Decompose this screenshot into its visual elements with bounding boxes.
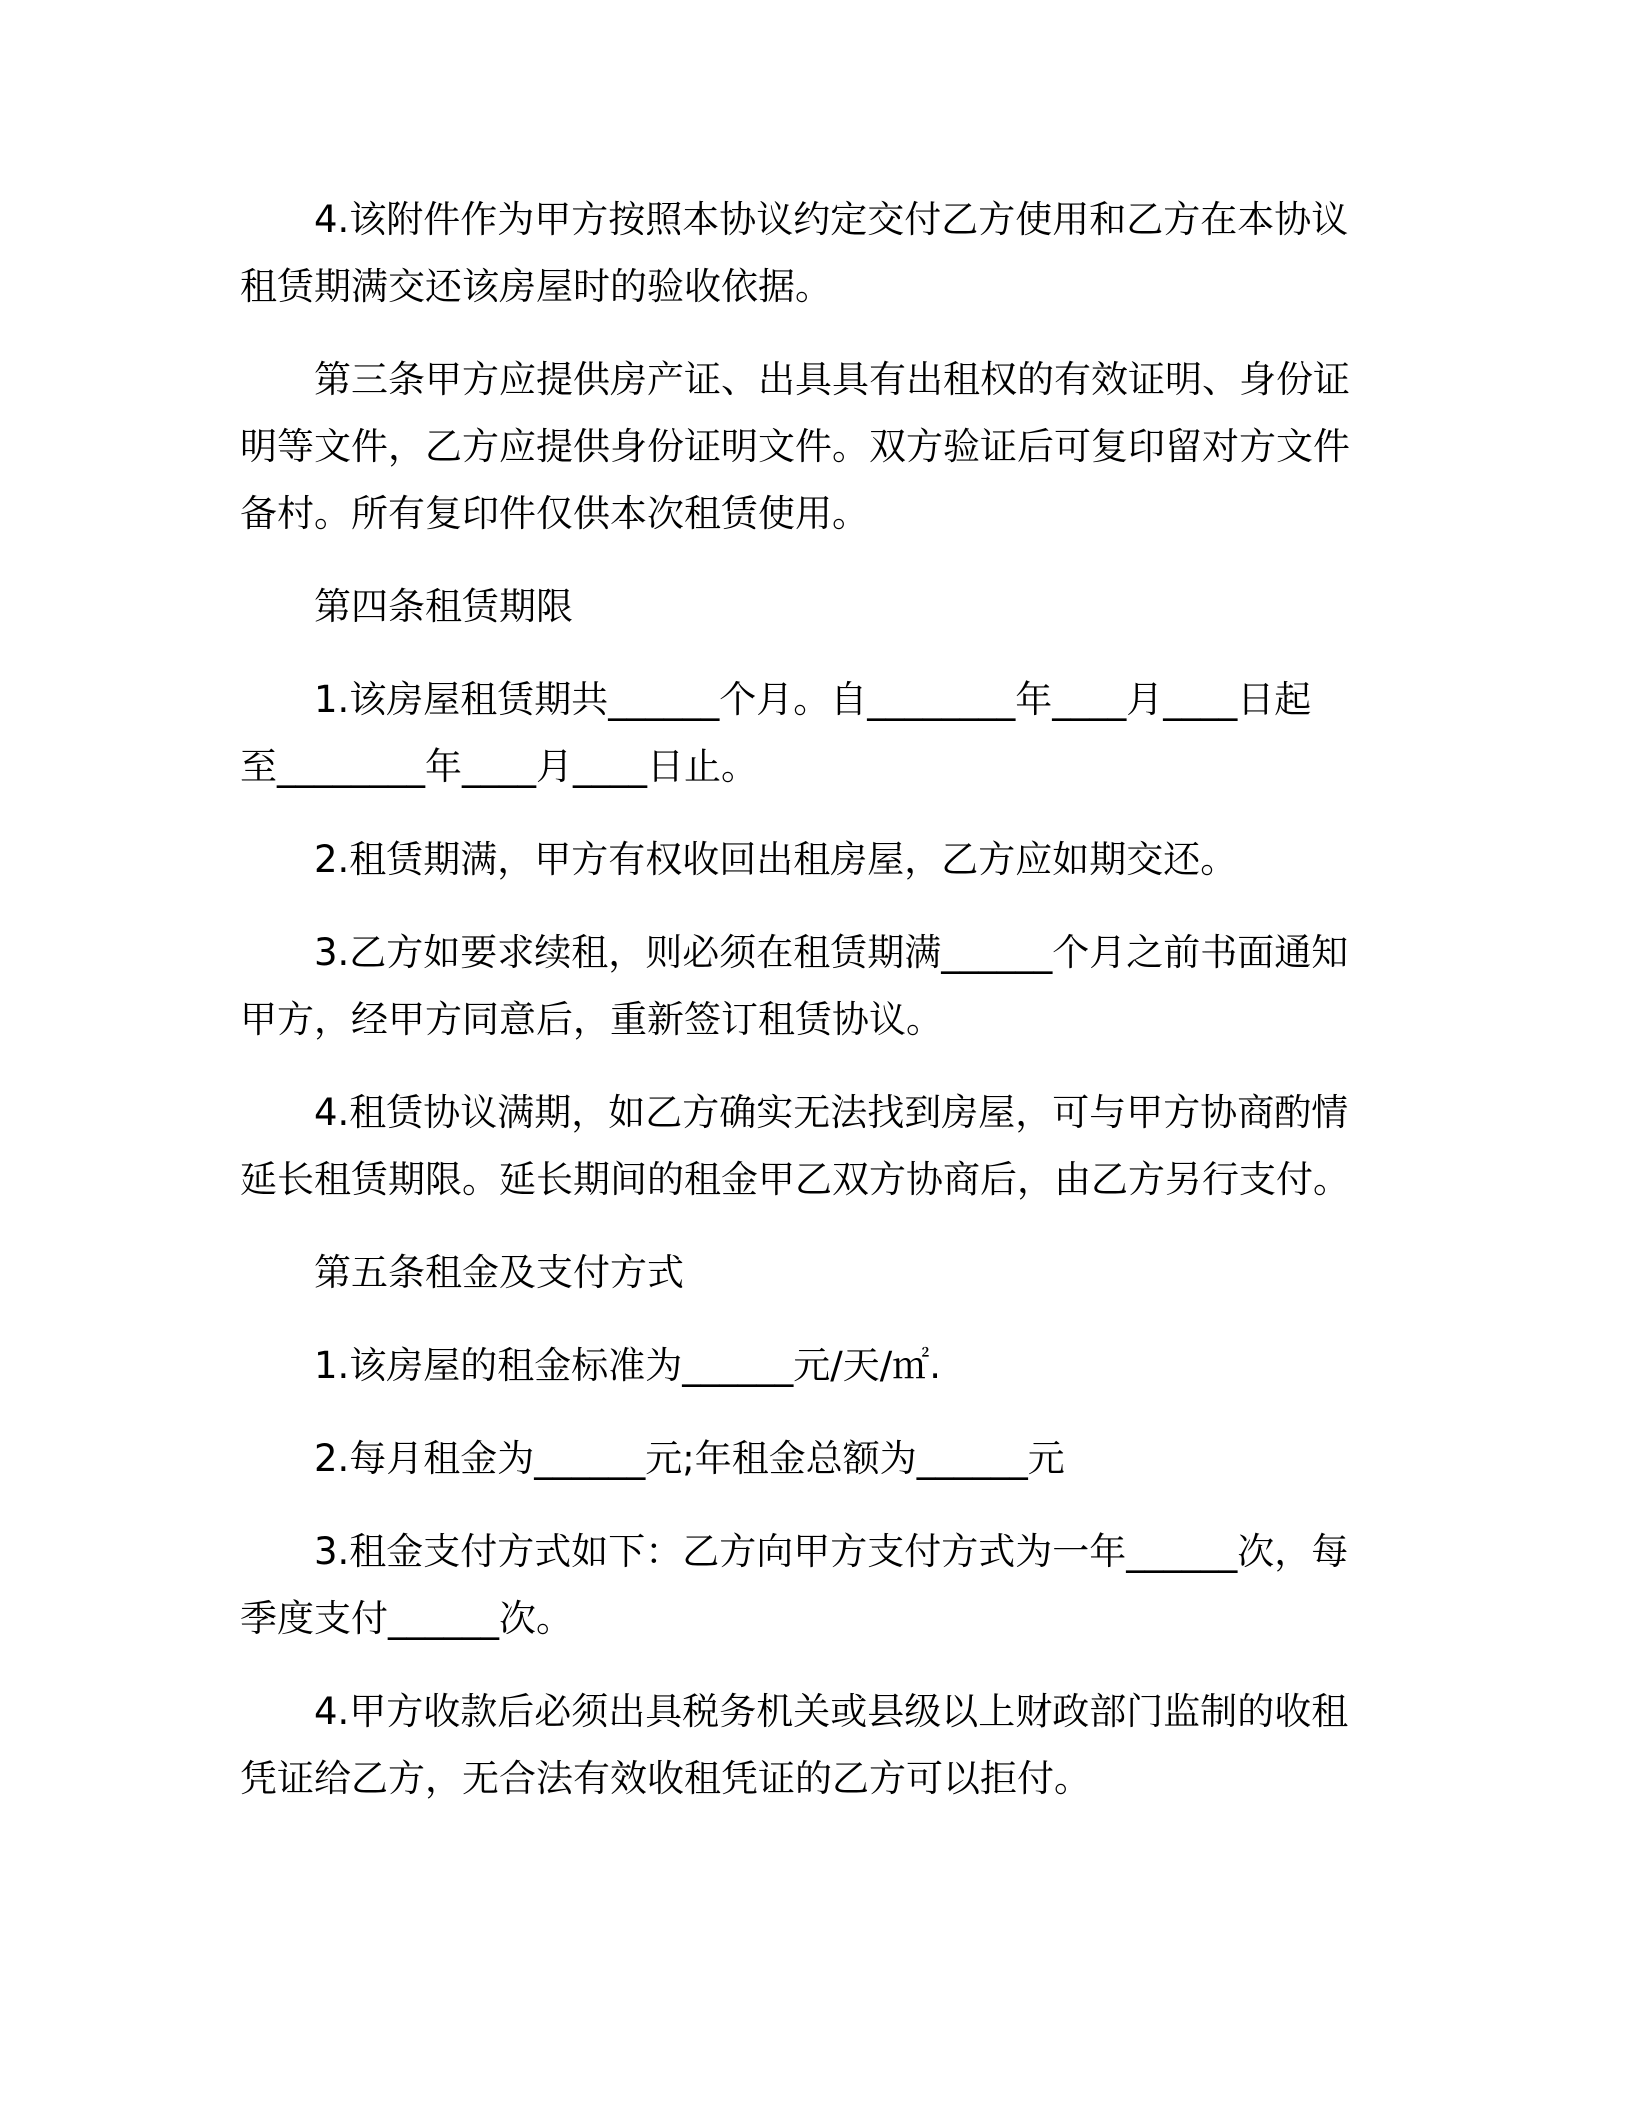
- text-line: 明等文件，乙方应提供身份证明文件。双方验证后可复印留对方文件: [240, 425, 1350, 468]
- text-line: 凭证给乙方，无合法有效收租凭证的乙方可以拒付。: [240, 1757, 1091, 1800]
- text-line: 租赁期满交还该房屋时的验收依据。: [240, 265, 832, 308]
- text-line: 3.租金支付方式如下：乙方向甲方支付方式为一年______次，每: [314, 1530, 1349, 1573]
- paragraph-article-3: [240, 346, 1390, 547]
- text-line: 3.乙方如要求续租，则必须在租赁期满______个月之前书面通知: [314, 931, 1349, 974]
- paragraph-rent-4: [240, 1678, 1390, 1812]
- text-line: 季度支付______次。: [240, 1597, 573, 1640]
- paragraph-annex-clause-4: [240, 186, 1390, 320]
- paragraph-rent-1: [240, 1332, 1390, 1399]
- text-line: 4.该附件作为甲方按照本协议约定交付乙方使用和乙方在本协议: [314, 198, 1349, 241]
- text-line: 2.每月租金为______元;年租金总额为______元: [314, 1437, 1065, 1480]
- heading-text: 第四条租赁期限: [314, 585, 573, 628]
- heading-text: 第五条租金及支付方式: [314, 1251, 684, 1294]
- text-line: 2.租赁期满，甲方有权收回出租房屋，乙方应如期交还。: [314, 838, 1238, 881]
- text-line: 第三条甲方应提供房产证、出具具有出租权的有效证明、身份证: [314, 358, 1350, 401]
- paragraph-rent-3: [240, 1518, 1390, 1652]
- paragraph-lease-term-1: [240, 666, 1390, 800]
- paragraph-lease-term-3: [240, 919, 1390, 1053]
- paragraph-lease-term-4: [240, 1079, 1390, 1213]
- text-line: 备村。所有复印件仅供本次租赁使用。: [240, 492, 869, 535]
- text-line: 1.该房屋租赁期共______个月。自________年____月____日起: [314, 678, 1312, 721]
- paragraph-rent-2: [240, 1425, 1390, 1492]
- text-line: 甲方，经甲方同意后，重新签订租赁协议。: [240, 998, 943, 1041]
- heading-article-5: [240, 1239, 1390, 1306]
- text-line: 延长租赁期限。延长期间的租金甲乙双方协商后，由乙方另行支付。: [240, 1158, 1350, 1201]
- text-line: 1.该房屋的租金标准为______元/天/㎡.: [314, 1344, 941, 1387]
- document-body: [240, 186, 1390, 1838]
- paragraph-lease-term-2: [240, 826, 1390, 893]
- text-line: 4.甲方收款后必须出具税务机关或县级以上财政部门监制的收租: [314, 1690, 1349, 1733]
- heading-article-4: [240, 573, 1390, 640]
- text-line: 至________年____月____日止。: [240, 745, 758, 788]
- text-line: 4.租赁协议满期，如乙方确实无法找到房屋，可与甲方协商酌情: [314, 1091, 1349, 1134]
